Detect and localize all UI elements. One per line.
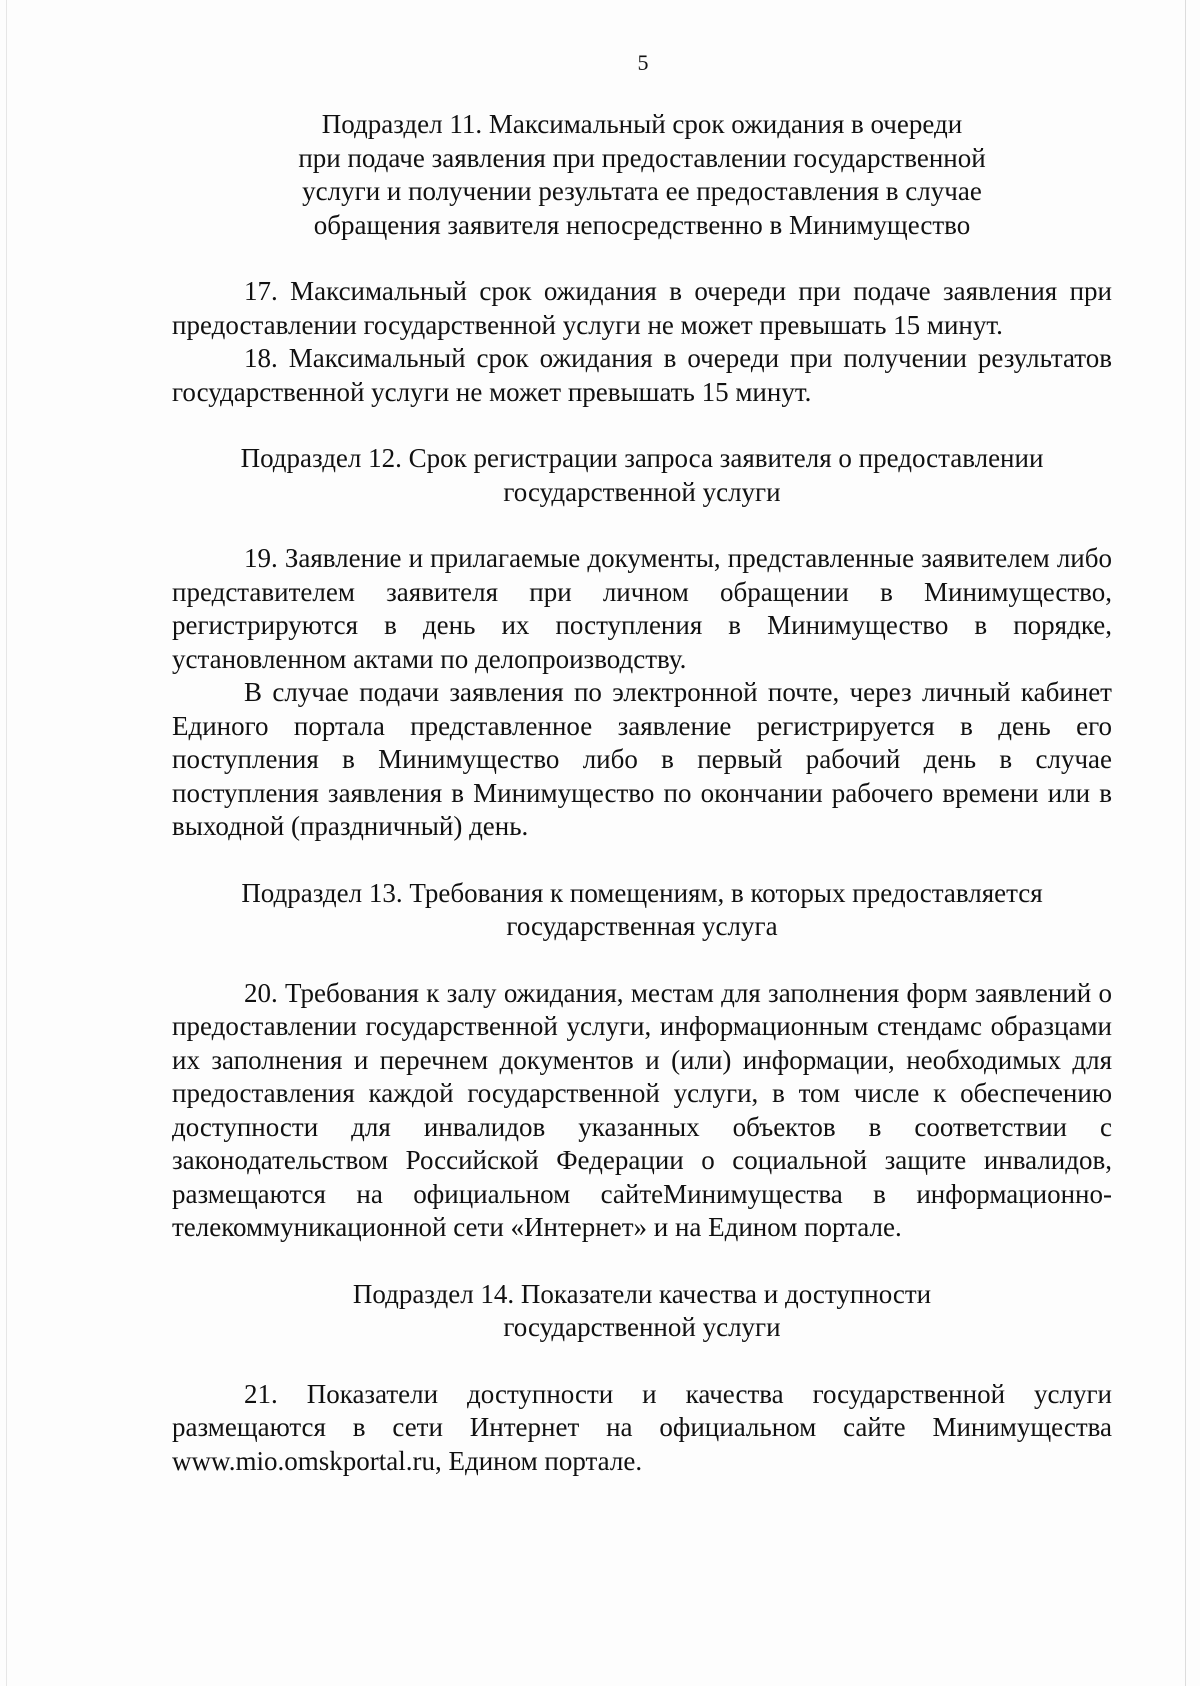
paragraph-21: 21. Показатели доступности и качества государственной услуги размещаются в сети Интернет на официальном сайте Минимущества www.mio.omskportal.ru, Едином портале.	[172, 1378, 1112, 1476]
paragraph-17: 17. Максимальный срок ожидания в очереди при подаче заявления при предоставлении государственной услуги не может превышать 15 минут.	[172, 276, 1112, 340]
heading-line: Подраздел 11. Максимальный срок ожидания в очереди	[321, 109, 963, 139]
heading-line: государственная услуга	[506, 911, 778, 941]
heading-line: государственной услуги	[503, 476, 781, 507]
subsection-11-heading	[172, 108, 1112, 242]
subsection-13-heading	[172, 877, 1112, 944]
subsection-14-heading	[172, 1278, 1112, 1345]
heading-line: обращения заявителя непосредственно в Минимущество	[313, 209, 971, 240]
heading-line: Подраздел 14. Показатели качества и доступности	[352, 1278, 932, 1309]
heading-line: услуги и получении результата ее предоставления в случае	[302, 176, 982, 206]
heading-line: государственной услуги	[503, 1312, 781, 1342]
heading-line: Подраздел 12. Срок регистрации запроса заявителя о предоставлении	[240, 443, 1044, 473]
paragraph-19-continued: В случае подачи заявления по электронной почте, через личный кабинет Единого портала представленное заявление регистрируется в день его поступления в Минимущество либо в первый рабочий день в случае поступления заявления в Минимущество по окончании рабочего времени или в выходной (праздничный) день.	[172, 677, 1112, 841]
heading-line: Подраздел 13. Требования к помещениям, в которых предоставляется	[241, 877, 1043, 908]
document-body	[172, 108, 1112, 1478]
heading-line: при подаче заявления при предоставлении государственной	[298, 142, 986, 173]
paragraph-20: 20. Требования к залу ожидания, местам для заполнения форм заявлений о предоставлении государственной услуги, информационным стендамс образцами их заполнения и перечнем документов и (или) информации, необходимых для предоставления каждой государственной услуги, в том числе к обеспечению доступности для инвалидов указанных объектов в соответствии с законодательством Российской Федерации о социальной защите инвалидов, размещаются на официальном сайтеМинимущества в информационно-телекоммуникационной сети «Интернет» и на Едином портале.	[172, 977, 1112, 1242]
page-number: 5	[637, 50, 649, 75]
paragraph-19: 19. Заявление и прилагаемые документы, представленные заявителем либо представителем заявителя при личном обращении в Минимущество, регистрируются в день их поступления в Минимущество в порядке, установленном актами по делопроизводству.	[172, 543, 1112, 674]
scan-edge-right	[1185, 0, 1186, 1686]
paragraph-18: 18. Максимальный срок ожидания в очереди при получении результатов государственной услуги не может превышать 15 минут.	[172, 343, 1112, 407]
subsection-12-heading	[172, 442, 1112, 509]
scan-edge-left	[6, 0, 7, 1686]
